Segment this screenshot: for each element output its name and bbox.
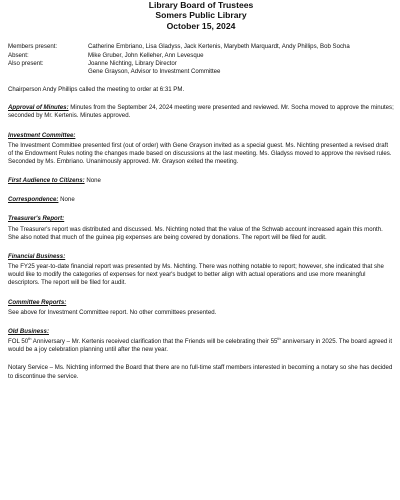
- section-body: See above for Investment Committee report. No other committees presented.: [8, 308, 217, 316]
- section-title: Correspondence:: [8, 196, 59, 204]
- attendance-label: [8, 68, 88, 76]
- investment-committee-section: [8, 132, 394, 167]
- section-title: Approval of Minutes:: [8, 104, 69, 112]
- ordinal-suffix: th: [28, 336, 32, 342]
- section-body: The FY25 year-to-date financial report was presented by Ms. Nichting. There was nothing notable to report; however, she indicated that she would like to modify the categories of expenses for next year's budget to better align with actual operations and use more meaningful descriptors. The report will be filed for audit.: [8, 263, 384, 287]
- attendance-value: Catherine Embriano, Lisa Gladyss, Jack Kertenis, Marybeth Marquardt, Andy Phillips, Bob Socha: [88, 43, 350, 51]
- section-title: Old Business:: [8, 327, 49, 335]
- attendance-row: [8, 68, 394, 76]
- fol-anniversary-item: [8, 338, 394, 354]
- attendance-value: Gene Grayson, Advisor to Investment Committee: [88, 67, 221, 75]
- attendance-label: Absent:: [8, 51, 29, 59]
- correspondence-section: [8, 196, 394, 204]
- attendance-block: [8, 43, 394, 76]
- section-body: None: [58, 196, 75, 204]
- attendance-label: Members present:: [8, 43, 58, 51]
- attendance-label: Also present:: [8, 59, 44, 67]
- financial-business-section: [8, 253, 394, 288]
- library-name: Somers Public Library: [155, 10, 247, 21]
- attendance-value: Joanne Nichting, Library Director: [88, 59, 177, 67]
- section-title: Committee Reports:: [8, 298, 67, 306]
- section-title: Financial Business:: [8, 252, 66, 260]
- section-title: Treasurer's Report:: [8, 215, 65, 223]
- first-audience-section: [8, 177, 394, 185]
- document-header: [8, 0, 394, 31]
- committee-reports-section: [8, 299, 394, 317]
- attendance-row: [8, 43, 394, 51]
- fol-text-a: FOL 50: [8, 338, 29, 346]
- attendance-row: [8, 52, 394, 60]
- call-to-order: Chairperson Andy Phillips called the meeting to order at 6:31 PM.: [8, 86, 185, 94]
- section-body: The Treasurer's report was distributed and discussed. Ms. Nichting noted that the value of the Schwab account increased again this month. She also noted that much of the guinea pig expenses are being covered by donations. The report will be filed for audit.: [8, 225, 383, 241]
- fol-text-b: Anniversary – Mr. Kertenis received clarification that the Friends will be celebrating their 55: [31, 338, 278, 346]
- section-body: Minutes from the September 24, 2024 meeting were presented and reviewed. Mr. Socha moved to approve the minutes; seconded by Mr. Kertenis. Minutes approved.: [8, 104, 394, 120]
- old-business-section: [8, 328, 394, 381]
- approval-of-minutes: [8, 104, 394, 120]
- section-body: None: [84, 177, 101, 185]
- ordinal-suffix: th: [277, 336, 281, 342]
- treasurer-report-section: [8, 215, 394, 241]
- section-title: Investment Committee:: [8, 131, 76, 139]
- notary-text: – Ms. Nichting informed the Board that there are no full-time staff members interested in becoming a notary so she has decided to discontinue the service.: [8, 364, 393, 380]
- fol-text-c: anniversary in 2025. The board agreed it would be a joy celebration planning until after the new year.: [8, 338, 393, 354]
- section-body: The Investment Committee presented first (out of order) with Gene Grayson invited as a special guest. Ms. Nichting presented a revised draft of the Endowment Rules noting the changes made based on discussions at the last meeting. Ms. Gladyss moved to approve the revised rules. Seconded by Ms. Embriano. Unanimously approved. Mr. Grayson exited the meeting.: [8, 141, 392, 166]
- board-name: Library Board of Trustees: [148, 0, 254, 10]
- section-title: First Audience to Citizens:: [8, 177, 85, 185]
- notary-service-item: [8, 364, 394, 380]
- meeting-date: October 15, 2024: [166, 20, 236, 31]
- attendance-value: Mike Gruber, John Kelleher, Ann Levesque: [88, 51, 204, 59]
- attendance-row: [8, 60, 394, 68]
- notary-title: Notary Service: [8, 364, 48, 372]
- minutes-document: [8, 0, 394, 381]
